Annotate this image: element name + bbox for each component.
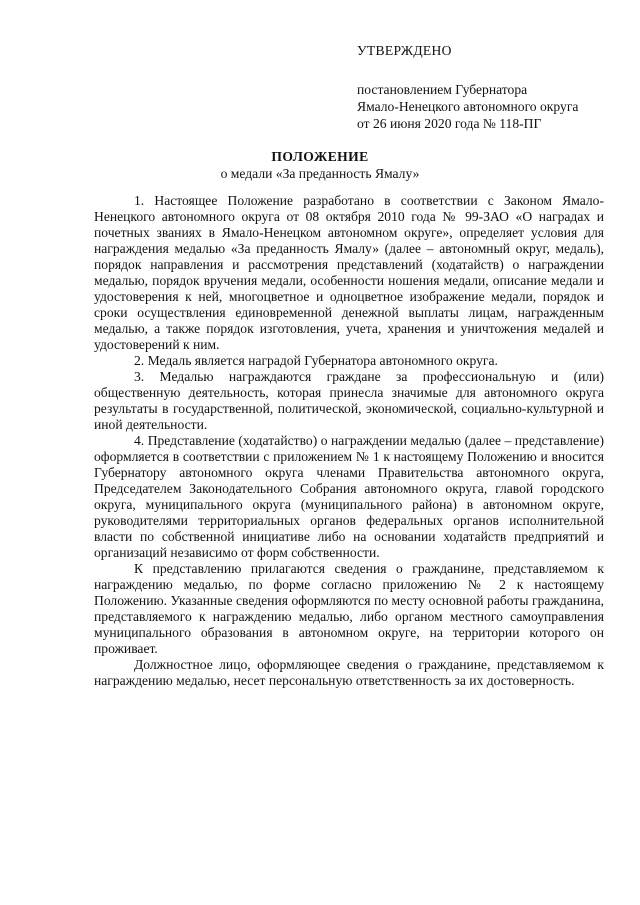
approval-line-3: от 26 июня 2020 года № 118-ПГ bbox=[357, 116, 542, 131]
paragraph-5: К представлению прилагаются сведения о гражданине, представляемом к награждению медалью, по форме согласно приложению № 2 к настоящему Положению. Указанные сведения оформляются по месту основной работы гражданина, представляемого к награждению медалью, либо органом местного самоуправления муниципального образования в автономном округе, на территории которого он проживает. bbox=[94, 561, 604, 656]
paragraph-2: 2. Медаль является наградой Губернатора автономного округа. bbox=[134, 353, 498, 368]
approval-title: УТВЕРЖДЕНО bbox=[357, 43, 452, 58]
paragraph-4: 4. Представление (ходатайство) о награждении медалью (далее – представление) оформляется в соответствии с приложением № 1 к настоящему Положению и вносится Губернатору автономного округа членами Правительства автономного округа, Председателем Законодательного Собрания автономного округа, главой городского округа, муниципального округа (муниципального района) в автономном округе, руководителями территориальных органов федеральных органов исполнительной власти по собственной инициативе либо на основании ходатайств предприятий и организаций независимо от форм собственности. bbox=[94, 433, 604, 560]
document-header bbox=[0, 148, 640, 182]
paragraph-3: 3. Медалью награждаются граждане за профессиональную и (или) общественную деятельность, которая принесла значимые для автономного округа результаты в государственной, политической, экономической, социально-культурной и иной деятельности. bbox=[94, 369, 604, 432]
paragraph-1: 1. Настоящее Положение разработано в соответствии с Законом Ямало-Ненецкого автономного округа от 08 октября 2010 года № 99-ЗАО «О наградах и почетных званиях в Ямало-Ненецком автономном округе», определяет условия для награждения медалью «За преданность Ямалу» (далее – автономный округ, медаль), порядок направления и рассмотрения представлений (ходатайств) о награждении медалью, порядок вручения медали, особенности ношения медали, описание медали и удостоверения к ней, многоцветное и одноцветное изображение медали, порядок и сроки осуществления единовременной денежной выплаты лицам, награжденным медалью, а также порядок изготовления, учета, хранения и уничтожения медалей и удостоверений к ним. bbox=[94, 193, 604, 352]
approval-line-2: Ямало-Ненецкого автономного округа bbox=[357, 99, 579, 114]
approval-stamp-block bbox=[357, 42, 627, 132]
approval-line-1: постановлением Губернатора bbox=[357, 82, 528, 97]
paragraph-6: Должностное лицо, оформляющее сведения о гражданине, представляемом к награждению медалью, несет персональную ответственность за их достоверность. bbox=[94, 657, 604, 688]
document-body bbox=[94, 193, 604, 689]
document-title: ПОЛОЖЕНИЕ bbox=[271, 149, 369, 164]
document-subtitle: о медали «За преданность Ямалу» bbox=[220, 166, 420, 181]
